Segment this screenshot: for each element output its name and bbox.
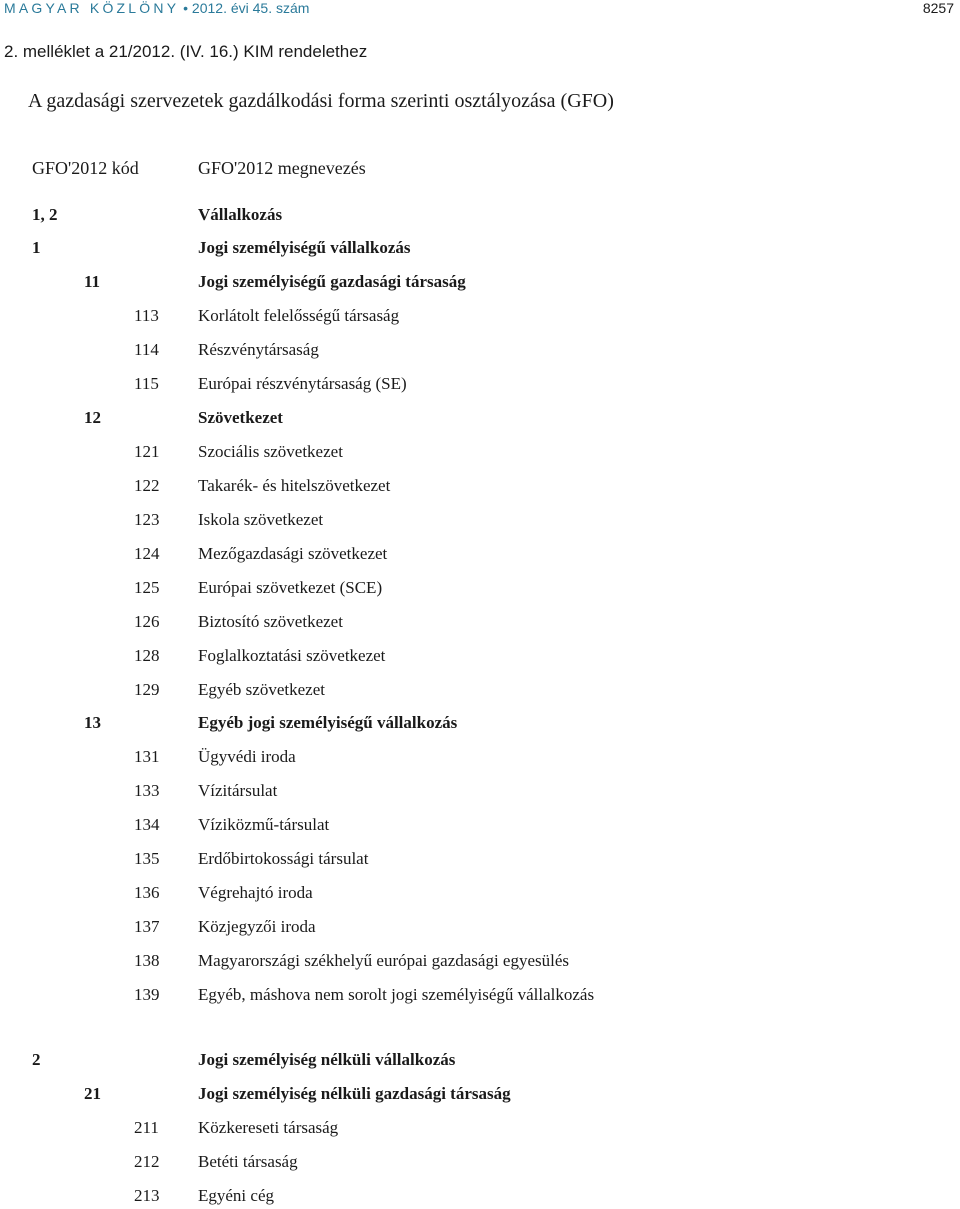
row-name: Vállalkozás (198, 205, 283, 224)
row-code: 124 (134, 544, 160, 563)
row-code: 131 (134, 747, 160, 766)
row-name: Víziközmű-társulat (198, 815, 330, 834)
row-code: 1 (32, 238, 41, 257)
row-name: Jogi személyiség nélküli vállalkozás (198, 1050, 456, 1069)
table-row (0, 677, 960, 703)
table-row (0, 1183, 960, 1209)
table-row (0, 269, 960, 295)
row-name: Részvénytársaság (198, 340, 319, 359)
row-code: 139 (134, 985, 160, 1004)
table-row (0, 982, 960, 1008)
table-row (0, 710, 960, 736)
row-name: Végrehajtó iroda (198, 883, 313, 902)
name-column-header: GFO'2012 megnevezés (198, 158, 366, 178)
row-code: 133 (134, 781, 160, 800)
table-row (0, 507, 960, 533)
row-code: 115 (134, 374, 159, 393)
code-column-header: GFO'2012 kód (32, 158, 139, 178)
row-code: 135 (134, 849, 160, 868)
row-name: Egyéni cég (198, 1186, 274, 1205)
page-number: 8257 (922, 0, 954, 16)
row-code: 13 (84, 713, 101, 732)
row-code: 128 (134, 646, 160, 665)
row-name: Szociális szövetkezet (198, 442, 343, 461)
row-name: Korlátolt felelősségű társaság (198, 306, 400, 325)
row-name: Egyéb szövetkezet (198, 680, 325, 699)
row-name: Egyéb jogi személyiségű vállalkozás (198, 713, 458, 732)
table-row (0, 303, 960, 329)
row-code: 121 (134, 442, 160, 461)
row-code: 12 (84, 408, 101, 427)
row-name: Közjegyzői iroda (198, 917, 316, 936)
annex-label: 2. melléklet a 21/2012. (IV. 16.) KIM rendelethez (4, 42, 368, 61)
row-code: 137 (134, 917, 160, 936)
row-code: 134 (134, 815, 160, 834)
table-row (0, 337, 960, 363)
table-row (0, 439, 960, 465)
table-row (0, 880, 960, 906)
row-name: Mezőgazdasági szövetkezet (198, 544, 388, 563)
row-name: Vízitársulat (198, 781, 278, 800)
table-row (0, 643, 960, 669)
row-name: Magyarországi székhelyű európai gazdasági egyesülés (198, 951, 570, 970)
row-code: 123 (134, 510, 160, 529)
row-code: 1, 2 (32, 205, 58, 224)
row-code: 136 (134, 883, 160, 902)
row-name: Iskola szövetkezet (198, 510, 324, 529)
row-name: Foglalkoztatási szövetkezet (198, 646, 386, 665)
document-title: A gazdasági szervezetek gazdálkodási forma szerinti osztályozása (GFO) (28, 90, 614, 112)
row-name: Jogi személyiség nélküli gazdasági társaság (198, 1084, 511, 1103)
table-row (0, 1047, 960, 1073)
row-name: Biztosító szövetkezet (198, 612, 343, 631)
row-code: 11 (84, 272, 101, 291)
table-row (0, 1115, 960, 1141)
row-code: 114 (134, 340, 159, 359)
table-row (0, 744, 960, 770)
row-name: Közkereseti társaság (198, 1118, 339, 1137)
table-row (0, 575, 960, 601)
table-row (0, 202, 960, 228)
row-name: Európai szövetkezet (SCE) (198, 578, 383, 597)
row-code: 138 (134, 951, 160, 970)
table-row (0, 473, 960, 499)
table-row (0, 405, 960, 431)
row-code: 125 (134, 578, 160, 597)
row-code: 129 (134, 680, 160, 699)
table-row (0, 1149, 960, 1175)
row-code: 2 (32, 1050, 41, 1069)
row-name: Erdőbirtokossági társulat (198, 849, 369, 868)
row-name: Egyéb, máshova nem sorolt jogi személyiségű vállalkozás (198, 985, 595, 1004)
row-code: 211 (134, 1118, 159, 1137)
row-code: 113 (134, 306, 159, 325)
row-name: Jogi személyiségű gazdasági társaság (198, 272, 466, 291)
table-row (0, 846, 960, 872)
row-name: Betéti társaság (198, 1152, 298, 1171)
table-row (0, 812, 960, 838)
table-row (0, 1081, 960, 1107)
header-bullet: • (183, 0, 189, 16)
row-code: 212 (134, 1152, 160, 1171)
row-code: 122 (134, 476, 160, 495)
table-row (0, 541, 960, 567)
row-name: Szövetkezet (198, 408, 283, 427)
row-name: Európai részvénytársaság (SE) (198, 374, 407, 393)
table-row (0, 948, 960, 974)
journal-title: MAGYAR KÖZLÖNY (4, 0, 180, 16)
issue-label: 2012. évi 45. szám (191, 0, 310, 16)
row-name: Ügyvédi iroda (198, 747, 296, 766)
row-code: 213 (134, 1186, 160, 1205)
row-code: 21 (84, 1084, 101, 1103)
table-row (0, 914, 960, 940)
table-row (0, 609, 960, 635)
row-name: Takarék- és hitelszövetkezet (198, 476, 391, 495)
table-row (0, 371, 960, 397)
table-row (0, 235, 960, 261)
row-code: 126 (134, 612, 160, 631)
row-name: Jogi személyiségű vállalkozás (198, 238, 411, 257)
table-row (0, 778, 960, 804)
